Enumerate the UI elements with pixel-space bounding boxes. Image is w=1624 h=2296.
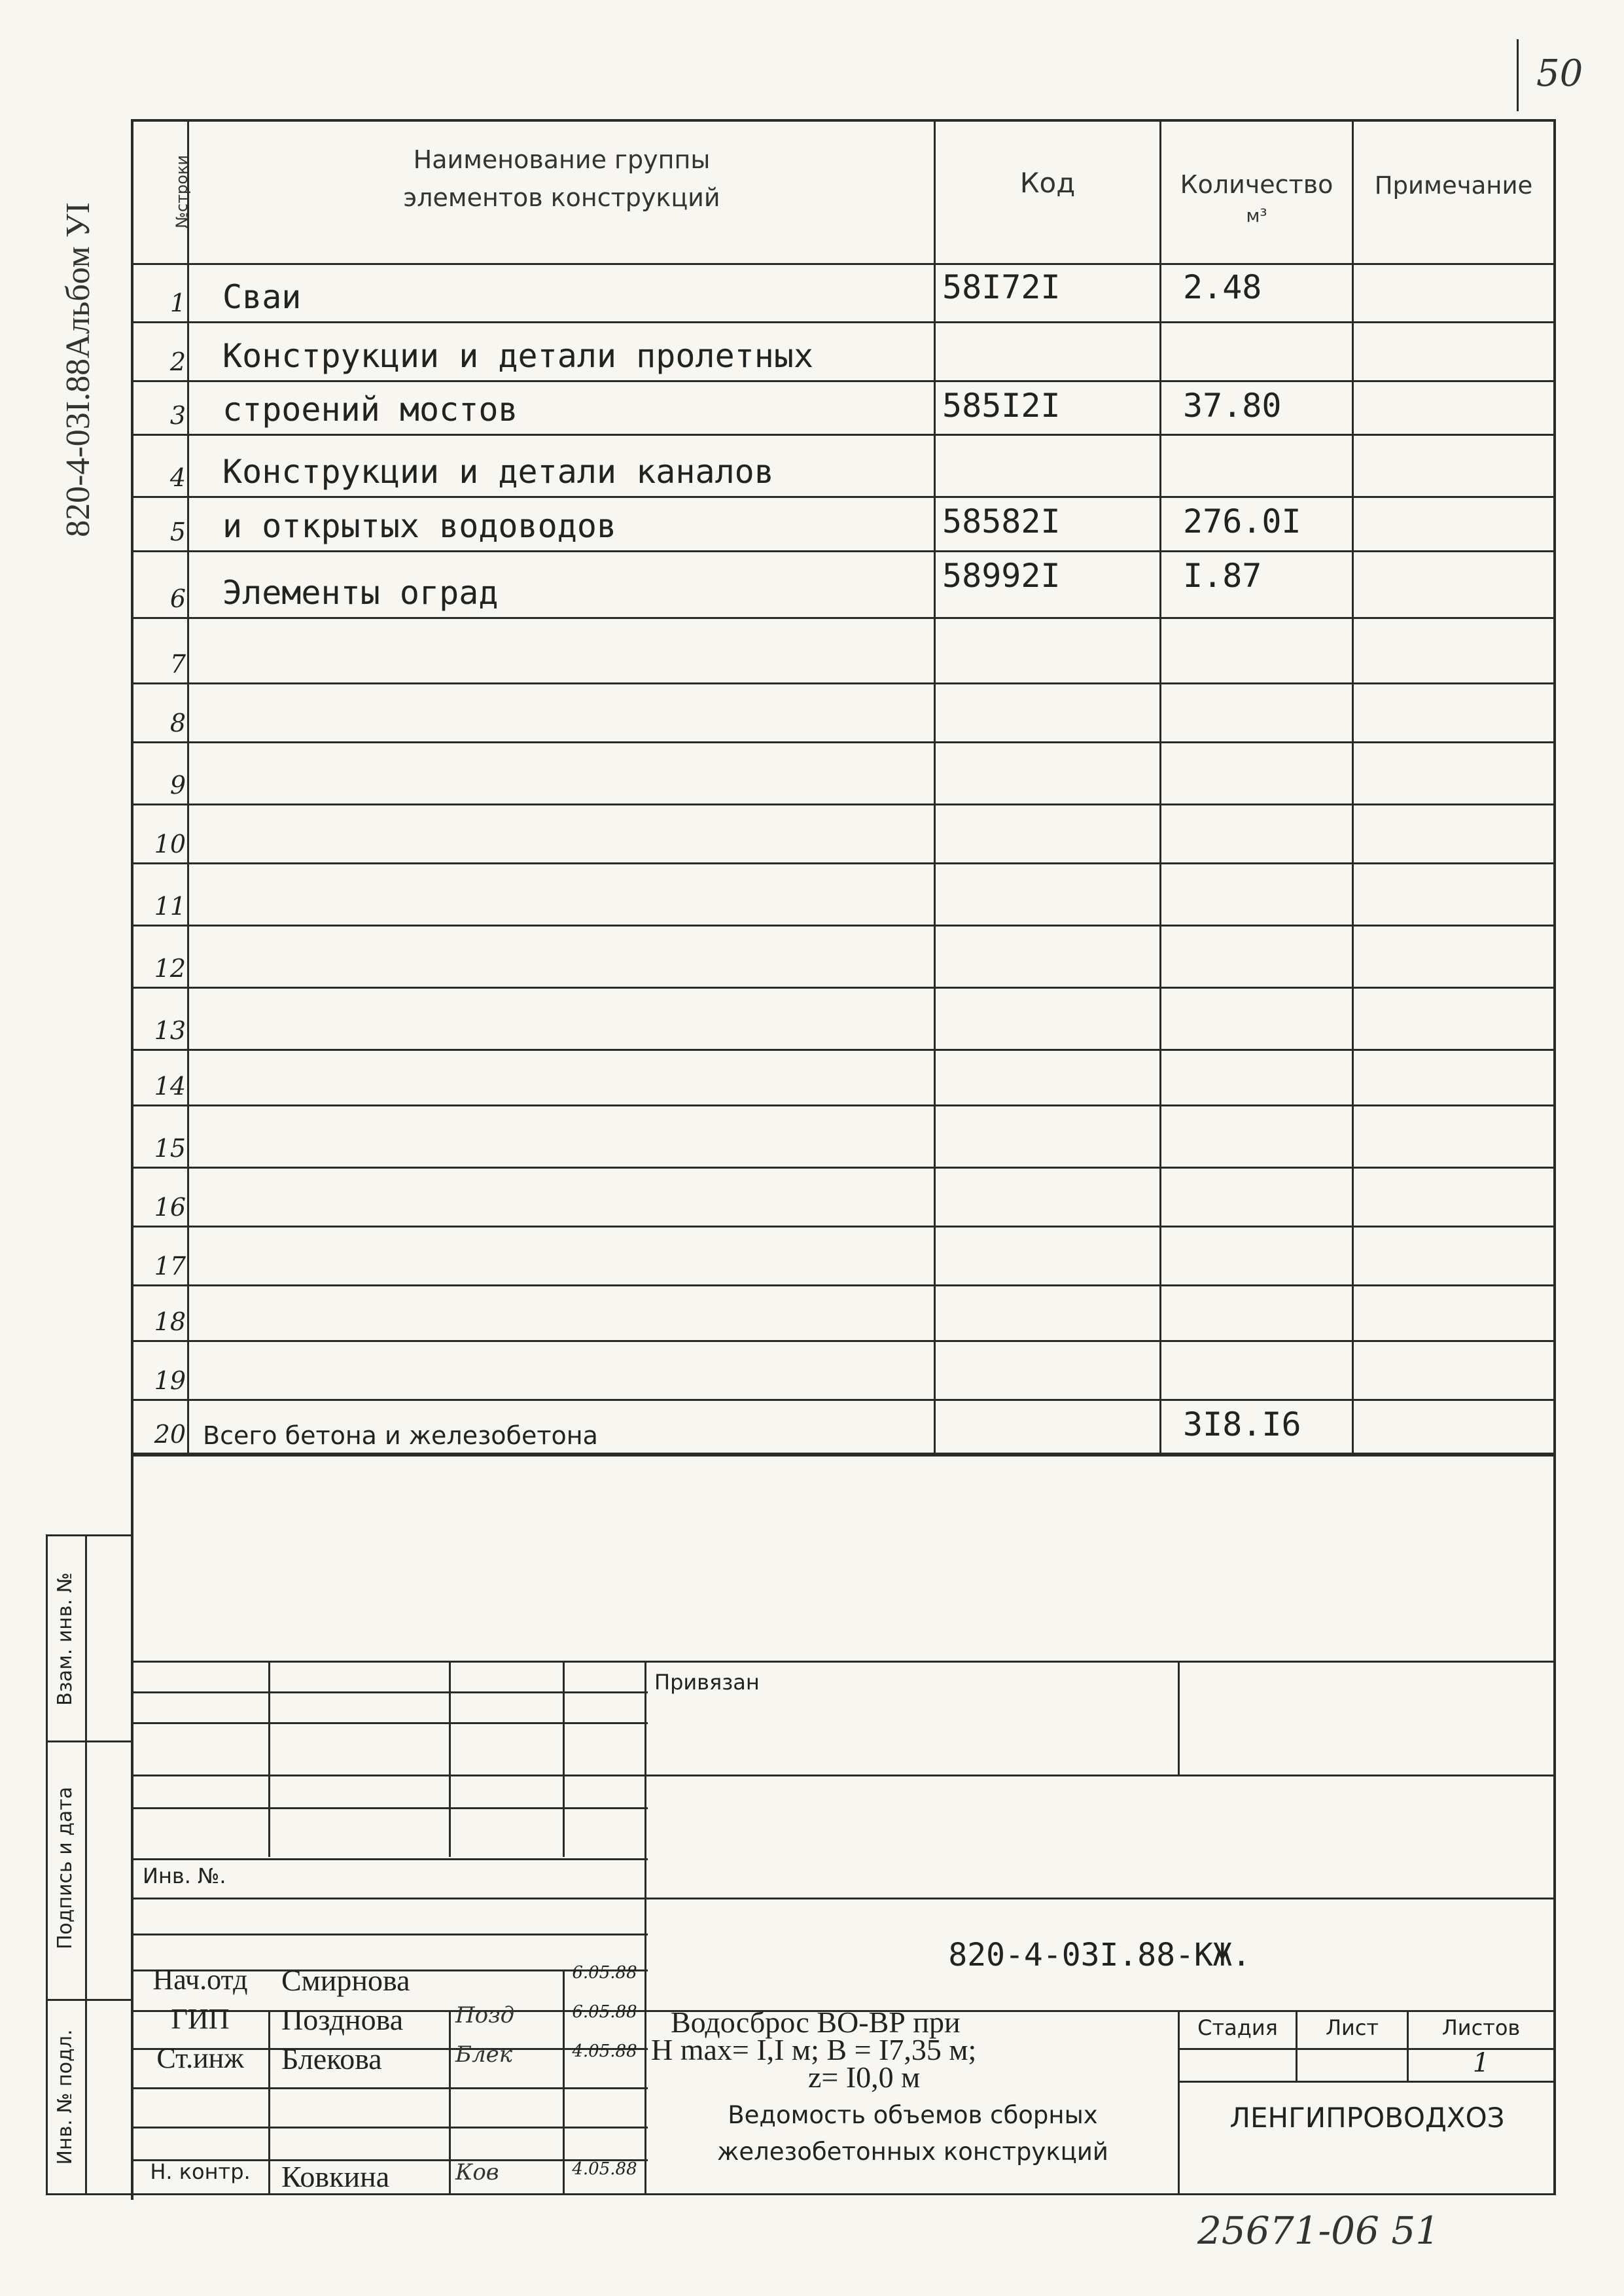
- row-name: Элементы оград: [222, 574, 499, 612]
- row-number: 8: [169, 709, 186, 737]
- side-label-podpis: Подпись и дата: [54, 1786, 77, 1950]
- code-header: Код: [1019, 167, 1076, 199]
- table-row: [131, 1286, 1555, 1341]
- row-number: 6: [169, 584, 186, 613]
- qty-header-unit: м³: [1246, 205, 1267, 226]
- signer-name: Блекова: [281, 2042, 382, 2075]
- table-row: [131, 497, 1555, 552]
- row-divider: [131, 1453, 1555, 1455]
- row-number: 2: [169, 347, 186, 376]
- signer-role: Нач.отд: [152, 1964, 248, 1996]
- name-header-line1: Наименование группы: [413, 145, 711, 174]
- signer-date: 4.05.88: [572, 2041, 637, 2061]
- organization-name: ЛЕНГИПРОВОДХОЗ: [1229, 2102, 1505, 2134]
- row-number: 4: [169, 463, 186, 492]
- row-number-header: №строки: [173, 154, 191, 229]
- row-code: 58582I: [942, 503, 1061, 540]
- row-name: строений мостов: [222, 391, 518, 429]
- row-number: 19: [154, 1366, 186, 1395]
- signer-role: Н. контр.: [150, 2159, 251, 2184]
- page-number: 50: [1536, 52, 1583, 95]
- row-code: 58I72I: [942, 268, 1061, 306]
- signer-signature: Позд: [455, 2002, 515, 2028]
- row-number: 18: [154, 1307, 186, 1336]
- table-row: [131, 435, 1555, 497]
- document-code: 820-4-03I.88-КЖ.: [948, 1937, 1251, 1973]
- table-row: [131, 618, 1555, 684]
- row-number: 3: [169, 401, 186, 430]
- table-row: [131, 684, 1555, 743]
- row-code: 585I2I: [942, 387, 1061, 425]
- sheets-count-label: Листов: [1441, 2015, 1521, 2040]
- signer-signature: Ков: [455, 2159, 499, 2185]
- desc-line2: Н max= I,I м; В = I7,35 м;: [651, 2033, 977, 2066]
- table-row: [131, 381, 1555, 435]
- row-number: 14: [154, 1072, 186, 1101]
- row-number: 12: [154, 954, 186, 983]
- table-row: [131, 926, 1555, 988]
- sheets-count-value: 1: [1472, 2048, 1490, 2078]
- row-number: 5: [169, 518, 186, 546]
- side-label-vzam: Взам. инв. №: [54, 1572, 77, 1706]
- desc-line1: Водосброс ВО-ВР при: [671, 2005, 961, 2039]
- inv-no-label: Инв. №.: [143, 1863, 226, 1888]
- row-qty: 37.80: [1183, 387, 1282, 425]
- desc-line3: z= I0,0 м: [808, 2060, 921, 2094]
- row-name: Сваи: [222, 278, 302, 316]
- row-number: 17: [154, 1252, 186, 1280]
- name-header-line2: элементов конструкций: [403, 183, 720, 212]
- album-code: 820-4-03I.88Альбом УI: [60, 202, 97, 537]
- row-number: 13: [154, 1016, 186, 1045]
- stage-label: Стадия: [1197, 2015, 1278, 2040]
- signer-role: Ст.инж: [156, 2042, 244, 2074]
- row-qty: 2.48: [1183, 268, 1262, 306]
- table-row: [131, 988, 1555, 1050]
- row-number: 7: [169, 650, 186, 679]
- privyazan-label: Привязан: [654, 1670, 760, 1695]
- qty-header-label: Количество: [1180, 170, 1333, 199]
- signer-role: ГИП: [171, 2003, 230, 2035]
- row-number: 10: [154, 830, 186, 858]
- row-qty: 276.0I: [1183, 503, 1301, 540]
- row-number: 9: [169, 771, 186, 800]
- signer-date: 4.05.88: [572, 2159, 637, 2179]
- row-qty: I.87: [1183, 557, 1262, 595]
- note-header: Примечание: [1374, 171, 1533, 200]
- row-number: 1: [169, 289, 186, 317]
- table-row: [131, 743, 1555, 805]
- archive-number: 25671-06 51: [1197, 2208, 1440, 2253]
- row-number: 20: [154, 1420, 186, 1449]
- sheet-title-line1: Ведомость объемов сборных: [728, 2101, 1098, 2129]
- structure-description: [651, 2005, 1174, 2094]
- corner-mark: [1517, 39, 1519, 111]
- table-row: [131, 805, 1555, 864]
- table-row: [131, 1050, 1555, 1106]
- table-row: [131, 1168, 1555, 1227]
- signer-signature: Блек: [455, 2041, 513, 2068]
- signer-name: Позднова: [281, 2003, 404, 2036]
- row-number: 11: [154, 892, 186, 921]
- table-row: [131, 263, 1555, 323]
- sheet-title-line2: железобетонных конструкций: [717, 2138, 1108, 2166]
- sheet-label: Лист: [1325, 2015, 1379, 2040]
- table-row: [131, 1227, 1555, 1286]
- row-number: 15: [154, 1134, 186, 1163]
- row-name: Всего бетона и железобетона: [203, 1421, 598, 1450]
- side-label-inv-podl: Инв. № подл.: [54, 2029, 77, 2165]
- row-number: 16: [154, 1193, 186, 1222]
- table-row: [131, 1341, 1555, 1400]
- qty-header: [1161, 169, 1352, 232]
- table-row: [131, 323, 1555, 381]
- signer-date: 6.05.88: [572, 2002, 637, 2022]
- row-name: и открытых водоводов: [222, 507, 617, 545]
- table-row: [131, 864, 1555, 926]
- signer-name: Ковкина: [281, 2160, 390, 2193]
- table-row: [131, 1106, 1555, 1168]
- row-name: Конструкции и детали каналов: [222, 453, 774, 491]
- table-row: [131, 1400, 1555, 1454]
- row-qty: 3I8.I6: [1183, 1405, 1301, 1443]
- signer-name: Смирнова: [281, 1964, 410, 1997]
- table-row: [131, 552, 1555, 618]
- row-name: Конструкции и детали пролетных: [222, 337, 814, 375]
- row-code: 58992I: [942, 557, 1061, 595]
- signer-date: 6.05.88: [572, 1963, 637, 1983]
- sheet-title: [648, 2097, 1178, 2170]
- name-header: [190, 141, 934, 217]
